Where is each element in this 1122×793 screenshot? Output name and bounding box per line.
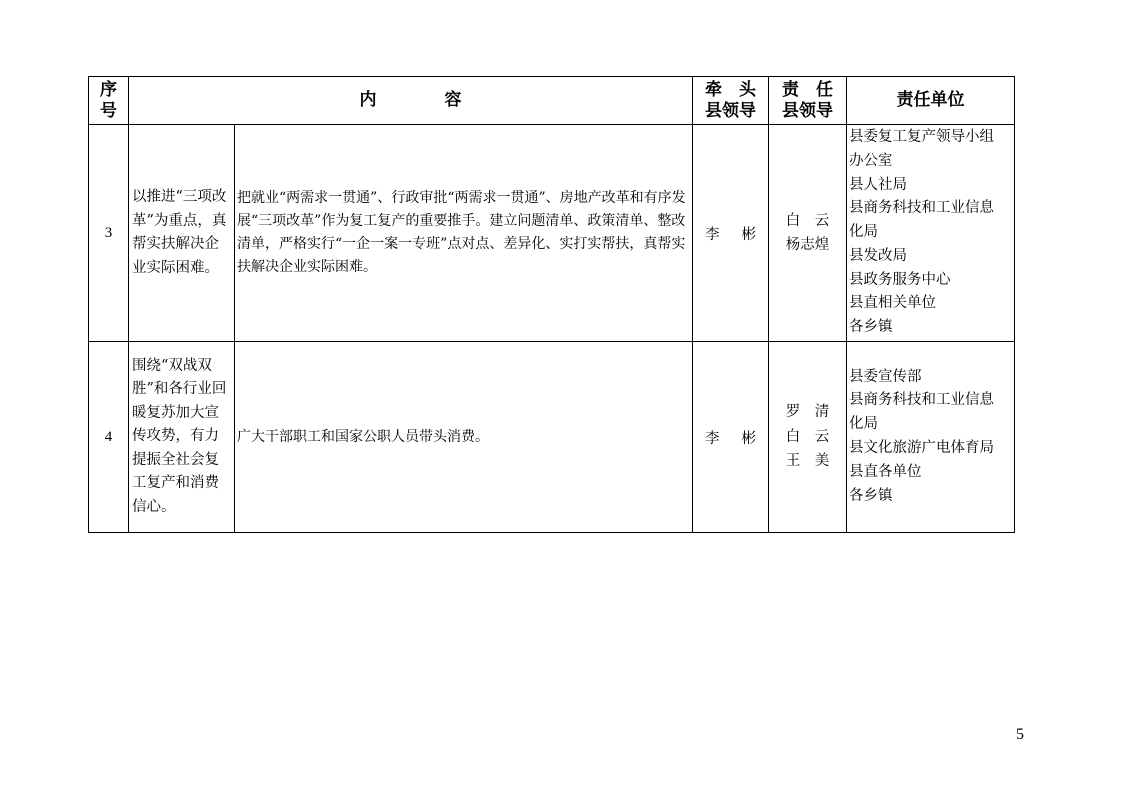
row-topic: 围绕“双战双胜”和各行业回暖复苏加大宣传攻势，有力提振全社会复工复产和消费信心。: [129, 342, 235, 533]
unit-item: 县文化旅游广电体育局: [849, 440, 994, 456]
unit-item: 县委复工复产领导小组: [849, 128, 994, 145]
unit-item: 县直相关单位: [849, 295, 936, 312]
header-unit: 责任单位: [847, 77, 1015, 125]
row-units: [847, 342, 1015, 533]
unit-item: 县商务科技和工业信息: [849, 200, 994, 217]
unit-item: 化局: [849, 416, 878, 433]
row-lead-leader: [693, 342, 769, 533]
unit-item: 各乡镇: [849, 487, 893, 504]
resp-leader: 白 云: [785, 212, 830, 229]
row-units: [847, 125, 1015, 342]
resp-leader: 杨志煌: [785, 237, 830, 253]
header-lead-line2: 县领导: [705, 100, 756, 121]
resp-leader: 王 美: [785, 453, 830, 470]
unit-item: 各乡镇: [849, 319, 893, 336]
header-seq-line1: 序: [100, 79, 117, 100]
resp-leader: 白 云: [785, 428, 830, 445]
lead-leader-char2: 彬: [741, 430, 756, 447]
header-row: [89, 77, 1015, 125]
unit-item: 县商务科技和工业信息: [849, 392, 994, 409]
header-content-char2: 容: [444, 90, 462, 110]
unit-item: 县人社局: [849, 176, 907, 193]
table-row: [89, 125, 1015, 342]
task-table: [88, 76, 1015, 533]
unit-item: 县政务服务中心: [849, 271, 951, 288]
page-number: 5: [1016, 726, 1024, 743]
resp-leader: 罗 清: [785, 404, 830, 421]
row-resp-leaders: [769, 342, 847, 533]
header-resp-leader: [769, 77, 847, 125]
unit-item: 县直各单位: [849, 463, 922, 480]
header-seq-line2: 号: [100, 100, 117, 121]
unit-item: 办公室: [849, 152, 893, 169]
header-content-char1: 内: [359, 90, 377, 110]
table-row: [89, 342, 1015, 533]
lead-leader-char2: 彬: [741, 226, 756, 243]
unit-item: 化局: [849, 224, 878, 241]
unit-item: 县委宣传部: [849, 368, 922, 385]
row-number: 3: [89, 125, 129, 342]
header-lead-leader: [693, 77, 769, 125]
row-number: 4: [89, 342, 129, 533]
lead-leader-char1: 李: [705, 430, 720, 447]
row-content: 把就业“两需求一贯通”、行政审批“两需求一贯通”、房地产改革和有序发展“三项改革”作为复工复产的重要推手。建立问题清单、政策清单、整改清单，严格实行“一企一案一专班”点对点、差异化、实打实帮扶，真帮实扶解决企业实际困难。: [235, 125, 693, 342]
lead-leader-char1: 李: [705, 226, 720, 243]
header-resp-line1: 责 任: [782, 79, 833, 100]
unit-item: 县发改局: [849, 247, 907, 264]
row-resp-leaders: [769, 125, 847, 342]
header-seq: [89, 77, 129, 125]
row-topic: 以推进“三项改革”为重点，真帮实扶解决企业实际困难。: [129, 125, 235, 342]
header-resp-line2: 县领导: [782, 100, 833, 121]
row-lead-leader: [693, 125, 769, 342]
header-lead-line1: 牵 头: [705, 79, 756, 100]
header-content: [129, 77, 693, 125]
row-content: 广大干部职工和国家公职人员带头消费。: [235, 342, 693, 533]
